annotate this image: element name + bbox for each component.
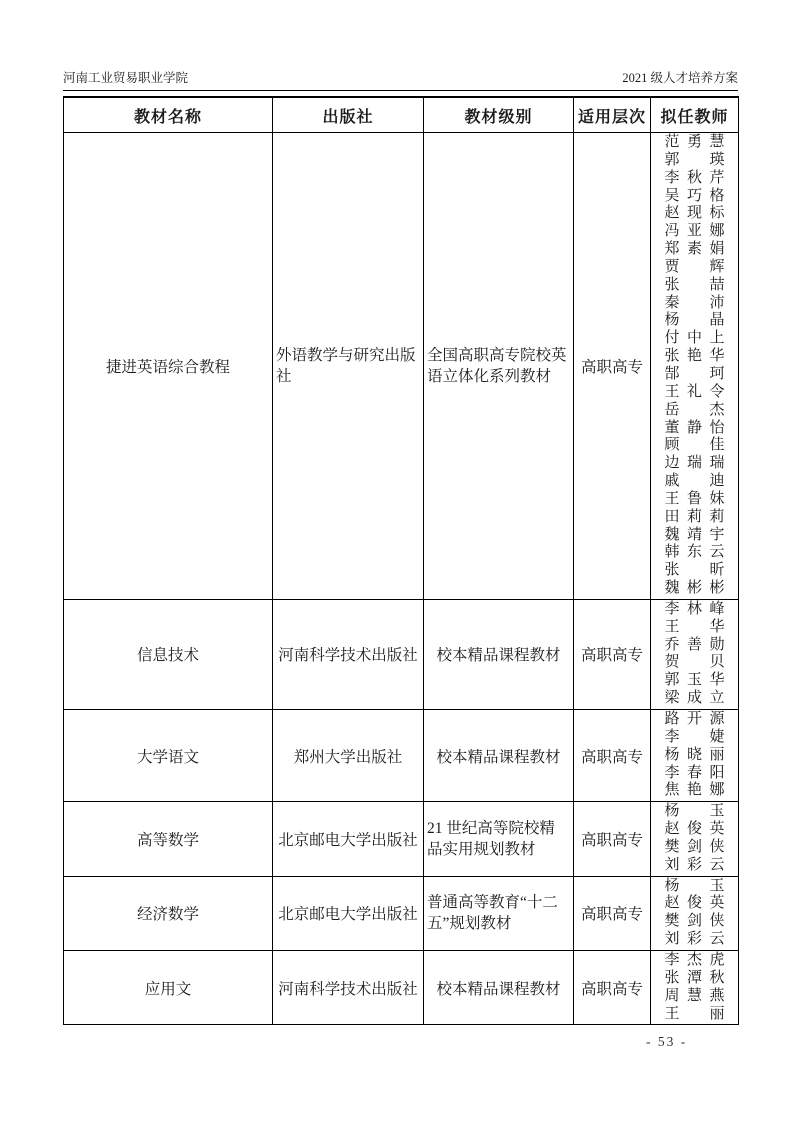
teacher-name: 吴巧格 (664, 187, 725, 204)
teacher-name: 张艳华 (664, 348, 725, 365)
teacher-name: 郭瑛 (664, 151, 725, 168)
cell-teachers (651, 133, 739, 600)
cell-publisher: 北京邮电大学出版社 (273, 876, 424, 950)
teacher-name: 边瑞瑞 (664, 455, 725, 472)
header-divider (63, 90, 738, 91)
teacher-name: 郭玉华 (664, 672, 725, 689)
page-header (63, 70, 738, 86)
teacher-name: 赵俊英 (664, 821, 725, 838)
teacher-name: 付中上 (664, 330, 725, 347)
teacher-name: 杨玉 (664, 803, 725, 820)
header-right-text: 2021 级人才培养方案 (622, 71, 738, 85)
cell-applicable-layer: 高职高专 (574, 950, 651, 1024)
cell-teachers (651, 802, 739, 876)
teacher-name: 乔善勋 (664, 636, 725, 653)
teacher-name: 王华 (664, 618, 725, 635)
teacher-name: 梁成立 (664, 690, 725, 707)
teacher-name: 郑素娟 (664, 241, 725, 258)
teacher-name: 樊剑侠 (664, 838, 725, 855)
column-header: 教材名称 (64, 97, 273, 133)
cell-teachers (651, 950, 739, 1024)
teacher-name: 李杰虎 (664, 951, 725, 968)
teacher-name: 刘彩云 (664, 856, 725, 873)
table-header-row (64, 97, 739, 133)
textbook-table (63, 96, 739, 1025)
teacher-name: 魏靖宇 (664, 526, 725, 543)
column-header: 出版社 (273, 97, 424, 133)
teacher-name: 赵现标 (664, 205, 725, 222)
cell-applicable-layer: 高职高专 (574, 802, 651, 876)
teacher-name: 郜珂 (664, 365, 725, 382)
column-header: 适用层次 (574, 97, 651, 133)
teacher-name: 王鲁妹 (664, 490, 725, 507)
teacher-name: 范勇慧 (664, 134, 725, 150)
teacher-name: 李秋芹 (664, 169, 725, 186)
table-body (64, 133, 739, 1025)
teacher-name: 赵俊英 (664, 895, 725, 912)
cell-applicable-layer: 高职高专 (574, 133, 651, 600)
cell-publisher: 北京邮电大学出版社 (273, 802, 424, 876)
cell-textbook-level: 普通高等教育“十二五”规划教材 (424, 876, 574, 950)
teacher-name: 路开源 (664, 711, 725, 727)
cell-publisher: 河南科学技术出版社 (273, 950, 424, 1024)
table-row (64, 599, 739, 709)
cell-publisher: 外语教学与研究出版社 (273, 133, 424, 600)
cell-applicable-layer: 高职高专 (574, 599, 651, 709)
cell-applicable-layer: 高职高专 (574, 876, 651, 950)
cell-teachers (651, 876, 739, 950)
teacher-name: 张昕 (664, 562, 725, 579)
cell-teachers (651, 710, 739, 802)
teacher-name: 田莉莉 (664, 508, 725, 525)
table-row (64, 950, 739, 1024)
teacher-name: 韩东云 (664, 544, 725, 561)
teacher-name: 魏彬彬 (664, 580, 725, 597)
teacher-name: 张潭秋 (664, 969, 725, 986)
teacher-name: 王丽 (664, 1005, 725, 1022)
teacher-name: 秦沛 (664, 294, 725, 311)
header-left-text: 河南工业贸易职业学院 (63, 71, 189, 85)
teacher-name: 周慧燕 (664, 987, 725, 1004)
teacher-name: 李婕 (664, 728, 725, 745)
teacher-name: 焦艳娜 (664, 782, 725, 799)
cell-textbook-name: 经济数学 (64, 876, 273, 950)
table-row (64, 876, 739, 950)
cell-textbook-name: 信息技术 (64, 599, 273, 709)
cell-textbook-name: 应用文 (64, 950, 273, 1024)
table-row (64, 133, 739, 600)
cell-textbook-level: 21 世纪高等院校精品实用规划教材 (424, 802, 574, 876)
cell-textbook-level: 校本精品课程教材 (424, 950, 574, 1024)
teacher-name: 岳杰 (664, 401, 725, 418)
column-header: 拟任教师 (651, 97, 739, 133)
teacher-name: 贺贝 (664, 654, 725, 671)
cell-textbook-level: 校本精品课程教材 (424, 599, 574, 709)
cell-teachers (651, 599, 739, 709)
teacher-name: 杨玉 (664, 877, 725, 894)
teacher-name: 张喆 (664, 276, 725, 293)
teacher-name: 樊剑侠 (664, 913, 725, 930)
teacher-name: 杨晓丽 (664, 746, 725, 763)
teacher-name: 王礼令 (664, 383, 725, 400)
cell-textbook-name: 捷进英语综合教程 (64, 133, 273, 600)
page-number: - 53 - (646, 1034, 688, 1049)
teacher-name: 李林峰 (664, 600, 725, 617)
teacher-name: 顾佳 (664, 437, 725, 454)
teacher-name: 冯亚娜 (664, 223, 725, 240)
teacher-name: 杨晶 (664, 312, 725, 329)
cell-publisher: 郑州大学出版社 (273, 710, 424, 802)
cell-publisher: 河南科学技术出版社 (273, 599, 424, 709)
table-row (64, 710, 739, 802)
cell-textbook-name: 大学语文 (64, 710, 273, 802)
table-row (64, 802, 739, 876)
teacher-name: 刘彩云 (664, 931, 725, 948)
cell-textbook-name: 高等数学 (64, 802, 273, 876)
column-header: 教材级别 (424, 97, 574, 133)
cell-applicable-layer: 高职高专 (574, 710, 651, 802)
teacher-name: 董静怡 (664, 419, 725, 436)
cell-textbook-level: 校本精品课程教材 (424, 710, 574, 802)
teacher-name: 贾辉 (664, 258, 725, 275)
teacher-name: 李春阳 (664, 764, 725, 781)
cell-textbook-level: 全国高职高专院校英语立体化系列教材 (424, 133, 574, 600)
teacher-name: 戚迪 (664, 473, 725, 490)
